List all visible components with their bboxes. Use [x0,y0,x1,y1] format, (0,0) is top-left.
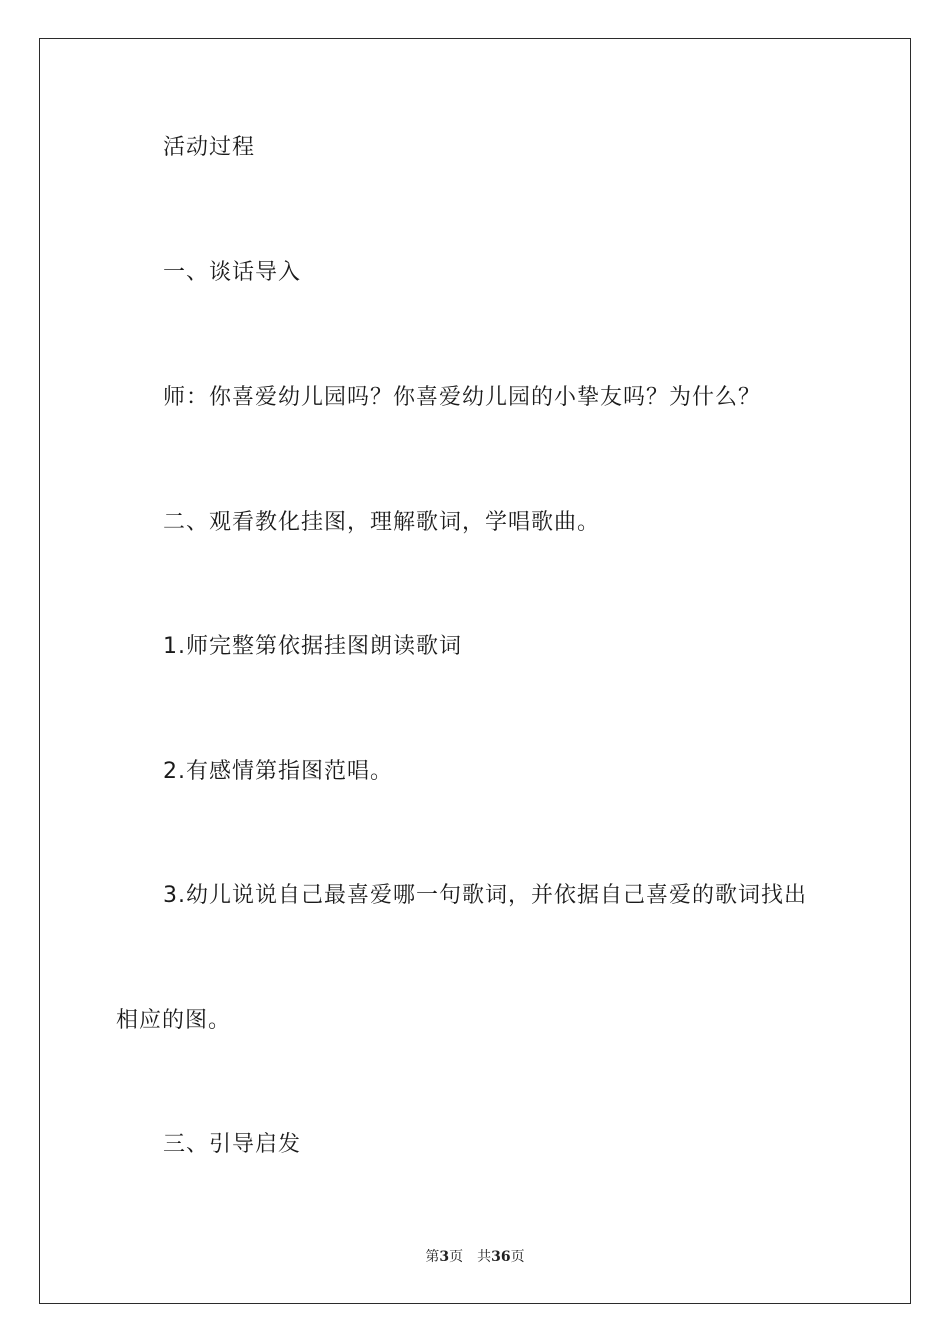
paragraph-step-2: 2.有感情第指图范唱。 [163,759,393,784]
footer-page-number: 3 [439,1249,450,1265]
page-border [39,38,911,1304]
paragraph-step-1: 1.师完整第依据挂图朗读歌词 [163,634,462,659]
heading-section-2: 二、观看教化挂图，理解歌词，学唱歌曲。 [163,510,601,535]
paragraph-step-3: 3.幼儿说说自己最喜爱哪一句歌词，并依据自己喜爱的歌词找出 [163,883,807,908]
paragraph-activity-process: 活动过程 [163,135,256,160]
paragraph-step-3-continued: 相应的图。 [116,1008,232,1033]
footer-total-pages: 36 [491,1249,511,1265]
heading-section-1: 一、谈话导入 [163,260,302,285]
footer-total-prefix: 共 [477,1249,492,1265]
footer-page-suffix: 页 [449,1249,464,1265]
footer-page-prefix: 第 [425,1249,440,1265]
paragraph-teacher-question: 师：你喜爱幼儿园吗？你喜爱幼儿园的小挚友吗？为什么？ [163,385,762,410]
page-footer [0,1247,950,1267]
footer-total-suffix: 页 [510,1249,525,1265]
heading-section-3: 三、引导启发 [163,1132,302,1157]
